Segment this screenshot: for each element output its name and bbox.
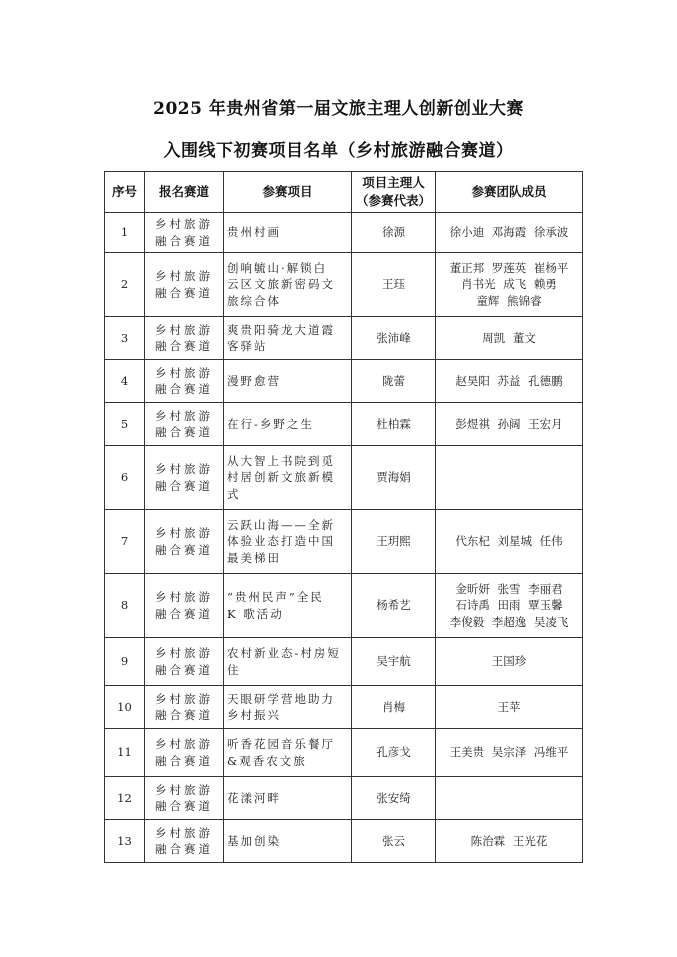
- team-line: 王美贵 吴宗泽 冯维平: [449, 745, 569, 760]
- team-line: 金昕妍 张雪 李丽君: [455, 581, 563, 596]
- project-line: 基加创染: [227, 833, 281, 848]
- cell-team: [436, 360, 583, 403]
- team-line: 董正邦 罗莲英 崔杨平: [449, 260, 569, 275]
- cell-leader: 张沛峰: [352, 317, 436, 360]
- project-line: 云区文旅新密码文: [227, 277, 335, 292]
- cell-no: 12: [105, 777, 145, 820]
- cell-project: [224, 510, 352, 574]
- cell-team: [436, 317, 583, 360]
- header-no: 序号: [105, 172, 145, 213]
- track-line: 乡村旅游: [155, 590, 213, 604]
- cell-track: [145, 638, 224, 686]
- project-line: “贵州民声”全民: [227, 590, 324, 604]
- cell-track: [145, 510, 224, 574]
- project-line: 在行-乡野之生: [227, 416, 314, 431]
- track-line: 乡村旅游: [155, 646, 213, 660]
- cell-no: 9: [105, 638, 145, 686]
- cell-team: [436, 253, 583, 317]
- table-row: [105, 446, 583, 510]
- table-header-row: [105, 172, 583, 213]
- track-line: 乡村旅游: [155, 782, 213, 797]
- table-row: [105, 317, 583, 360]
- cell-no: 5: [105, 403, 145, 446]
- team-line: 赵昊阳 苏益 孔德鹏: [455, 373, 563, 388]
- cell-track: [145, 360, 224, 403]
- header-leader-line2: （参赛代表）: [355, 193, 431, 208]
- track-line: 乡村旅游: [155, 269, 213, 283]
- track-line: 融合赛道: [155, 285, 213, 300]
- table-row: [105, 729, 583, 777]
- track-line: 乡村旅游: [155, 526, 213, 540]
- team-line: 李俊毅 李超逸 吴凌飞: [449, 614, 569, 629]
- team-line: 徐小迪 邓海霞 徐承波: [449, 225, 569, 240]
- project-line: 客驿站: [227, 339, 268, 353]
- project-line: 云跃山海——全新: [227, 517, 335, 532]
- cell-no: 13: [105, 820, 145, 863]
- cell-project: [224, 213, 352, 253]
- cell-leader: 张安绮: [352, 777, 436, 820]
- track-line: 融合赛道: [155, 478, 213, 493]
- cell-project: [224, 686, 352, 729]
- cell-project: [224, 446, 352, 510]
- project-line: 乡村振兴: [227, 708, 281, 722]
- table-row: [105, 403, 583, 446]
- track-line: 融合赛道: [155, 662, 213, 677]
- cell-track: [145, 403, 224, 446]
- cell-project: [224, 360, 352, 403]
- cell-team: [436, 213, 583, 253]
- cell-leader: 肖梅: [352, 686, 436, 729]
- project-line: 村居创新文旅新模: [227, 470, 335, 485]
- track-line: 乡村旅游: [155, 737, 213, 751]
- cell-project: [224, 574, 352, 638]
- cell-no: 3: [105, 317, 145, 360]
- team-line: 石诗禹 田雨 覃玉馨: [455, 598, 563, 613]
- cell-team: [436, 638, 583, 686]
- track-line: 乡村旅游: [155, 462, 213, 476]
- cell-track: [145, 574, 224, 638]
- cell-leader: 王珏: [352, 253, 436, 317]
- cell-leader: 陇蕾: [352, 360, 436, 403]
- header-project: 参赛项目: [224, 172, 352, 213]
- track-line: 融合赛道: [155, 233, 213, 248]
- team-line: 童辉 熊锦睿: [476, 293, 542, 308]
- team-line: 王国珍: [491, 654, 527, 669]
- track-line: 融合赛道: [155, 425, 213, 439]
- cell-leader: 张云: [352, 820, 436, 863]
- cell-track: [145, 213, 224, 253]
- track-line: 融合赛道: [155, 339, 213, 353]
- project-line: 住: [227, 662, 241, 677]
- document-title-line2: 入围线下初赛项目名单（乡村旅游融合赛道）: [163, 141, 514, 161]
- cell-track: [145, 820, 224, 863]
- document-title-line1: 2025 年贵州省第一届文旅主理人创新创业大赛: [153, 99, 524, 119]
- cell-team: [436, 729, 583, 777]
- cell-track: [145, 253, 224, 317]
- track-line: 乡村旅游: [155, 365, 213, 380]
- cell-leader: 贾海娟: [352, 446, 436, 510]
- table-row: [105, 253, 583, 317]
- team-line: 陈治霖 王光花: [470, 833, 548, 848]
- team-line: 王苹: [497, 699, 521, 714]
- cell-project: [224, 317, 352, 360]
- cell-project: [224, 403, 352, 446]
- table-body: [105, 213, 583, 863]
- cell-no: 2: [105, 253, 145, 317]
- cell-team: [436, 686, 583, 729]
- table-row: [105, 777, 583, 820]
- cell-team: [436, 510, 583, 574]
- project-line: 体验业态打造中国: [227, 534, 335, 549]
- cell-leader: 徐源: [352, 213, 436, 253]
- table-row: [105, 638, 583, 686]
- project-line: 天眼研学营地助力: [227, 691, 335, 706]
- track-line: 乡村旅游: [155, 322, 213, 337]
- team-line: 肖书光 成飞 赖勇: [461, 277, 557, 292]
- cell-project: [224, 729, 352, 777]
- cell-track: [145, 446, 224, 510]
- track-line: 融合赛道: [155, 382, 213, 396]
- cell-leader: 杜柏霖: [352, 403, 436, 446]
- team-line: 代东杞 刘星城 任伟: [455, 534, 563, 549]
- cell-no: 4: [105, 360, 145, 403]
- track-line: 乡村旅游: [155, 825, 213, 840]
- cell-no: 11: [105, 729, 145, 777]
- project-line: 创响毓山·解锁白: [227, 260, 328, 275]
- cell-team: [436, 574, 583, 638]
- project-line: 漫野愈营: [227, 373, 281, 388]
- track-line: 融合赛道: [155, 708, 213, 722]
- project-line: 爽贵阳骑龙大道霞: [227, 322, 335, 337]
- cell-leader: 杨希艺: [352, 574, 436, 638]
- project-line: 最美梯田: [227, 550, 281, 565]
- table-row: [105, 213, 583, 253]
- header-leader-line1: 项目主理人: [362, 175, 425, 190]
- cell-leader: 孔彦戈: [352, 729, 436, 777]
- track-line: 乡村旅游: [155, 408, 213, 423]
- track-line: 融合赛道: [155, 842, 213, 856]
- cell-no: 7: [105, 510, 145, 574]
- project-line: 旅综合体: [227, 293, 281, 308]
- cell-no: 1: [105, 213, 145, 253]
- table-row: [105, 510, 583, 574]
- table-row: [105, 686, 583, 729]
- team-line: 周凯 董文: [482, 330, 536, 345]
- table-row: [105, 820, 583, 863]
- cell-project: [224, 820, 352, 863]
- project-line: 听香花园音乐餐厅: [227, 737, 335, 751]
- track-line: 融合赛道: [155, 606, 213, 621]
- project-line: 从大智上书院到觅: [227, 453, 335, 468]
- cell-leader: 王玥熙: [352, 510, 436, 574]
- cell-team: [436, 820, 583, 863]
- table-row: [105, 574, 583, 638]
- cell-project: [224, 253, 352, 317]
- project-line: 式: [227, 486, 241, 501]
- cell-team: [436, 446, 583, 510]
- cell-track: [145, 317, 224, 360]
- cell-track: [145, 686, 224, 729]
- track-line: 融合赛道: [155, 799, 213, 813]
- cell-team: [436, 777, 583, 820]
- cell-no: 6: [105, 446, 145, 510]
- cell-no: 10: [105, 686, 145, 729]
- project-list-table: [104, 171, 583, 863]
- cell-project: [224, 777, 352, 820]
- project-line: 农村新业态-村房短: [227, 646, 341, 660]
- cell-no: 8: [105, 574, 145, 638]
- cell-leader: 吴宇航: [352, 638, 436, 686]
- cell-track: [145, 729, 224, 777]
- project-line: K 歌活动: [227, 606, 284, 621]
- header-leader: [352, 172, 436, 213]
- project-line: 贵州村画: [227, 225, 281, 240]
- header-track: 报名赛道: [145, 172, 224, 213]
- track-line: 乡村旅游: [155, 691, 213, 706]
- cell-track: [145, 777, 224, 820]
- project-line: &观香农文旅: [227, 753, 307, 768]
- table-row: [105, 360, 583, 403]
- cell-project: [224, 638, 352, 686]
- team-line: 彭煜祺 孙阔 王宏月: [455, 416, 563, 431]
- cell-team: [436, 403, 583, 446]
- header-team: 参赛团队成员: [436, 172, 583, 213]
- track-line: 乡村旅游: [155, 217, 213, 231]
- track-line: 融合赛道: [155, 753, 213, 768]
- project-line: 花漾河畔: [227, 790, 281, 805]
- track-line: 融合赛道: [155, 542, 213, 557]
